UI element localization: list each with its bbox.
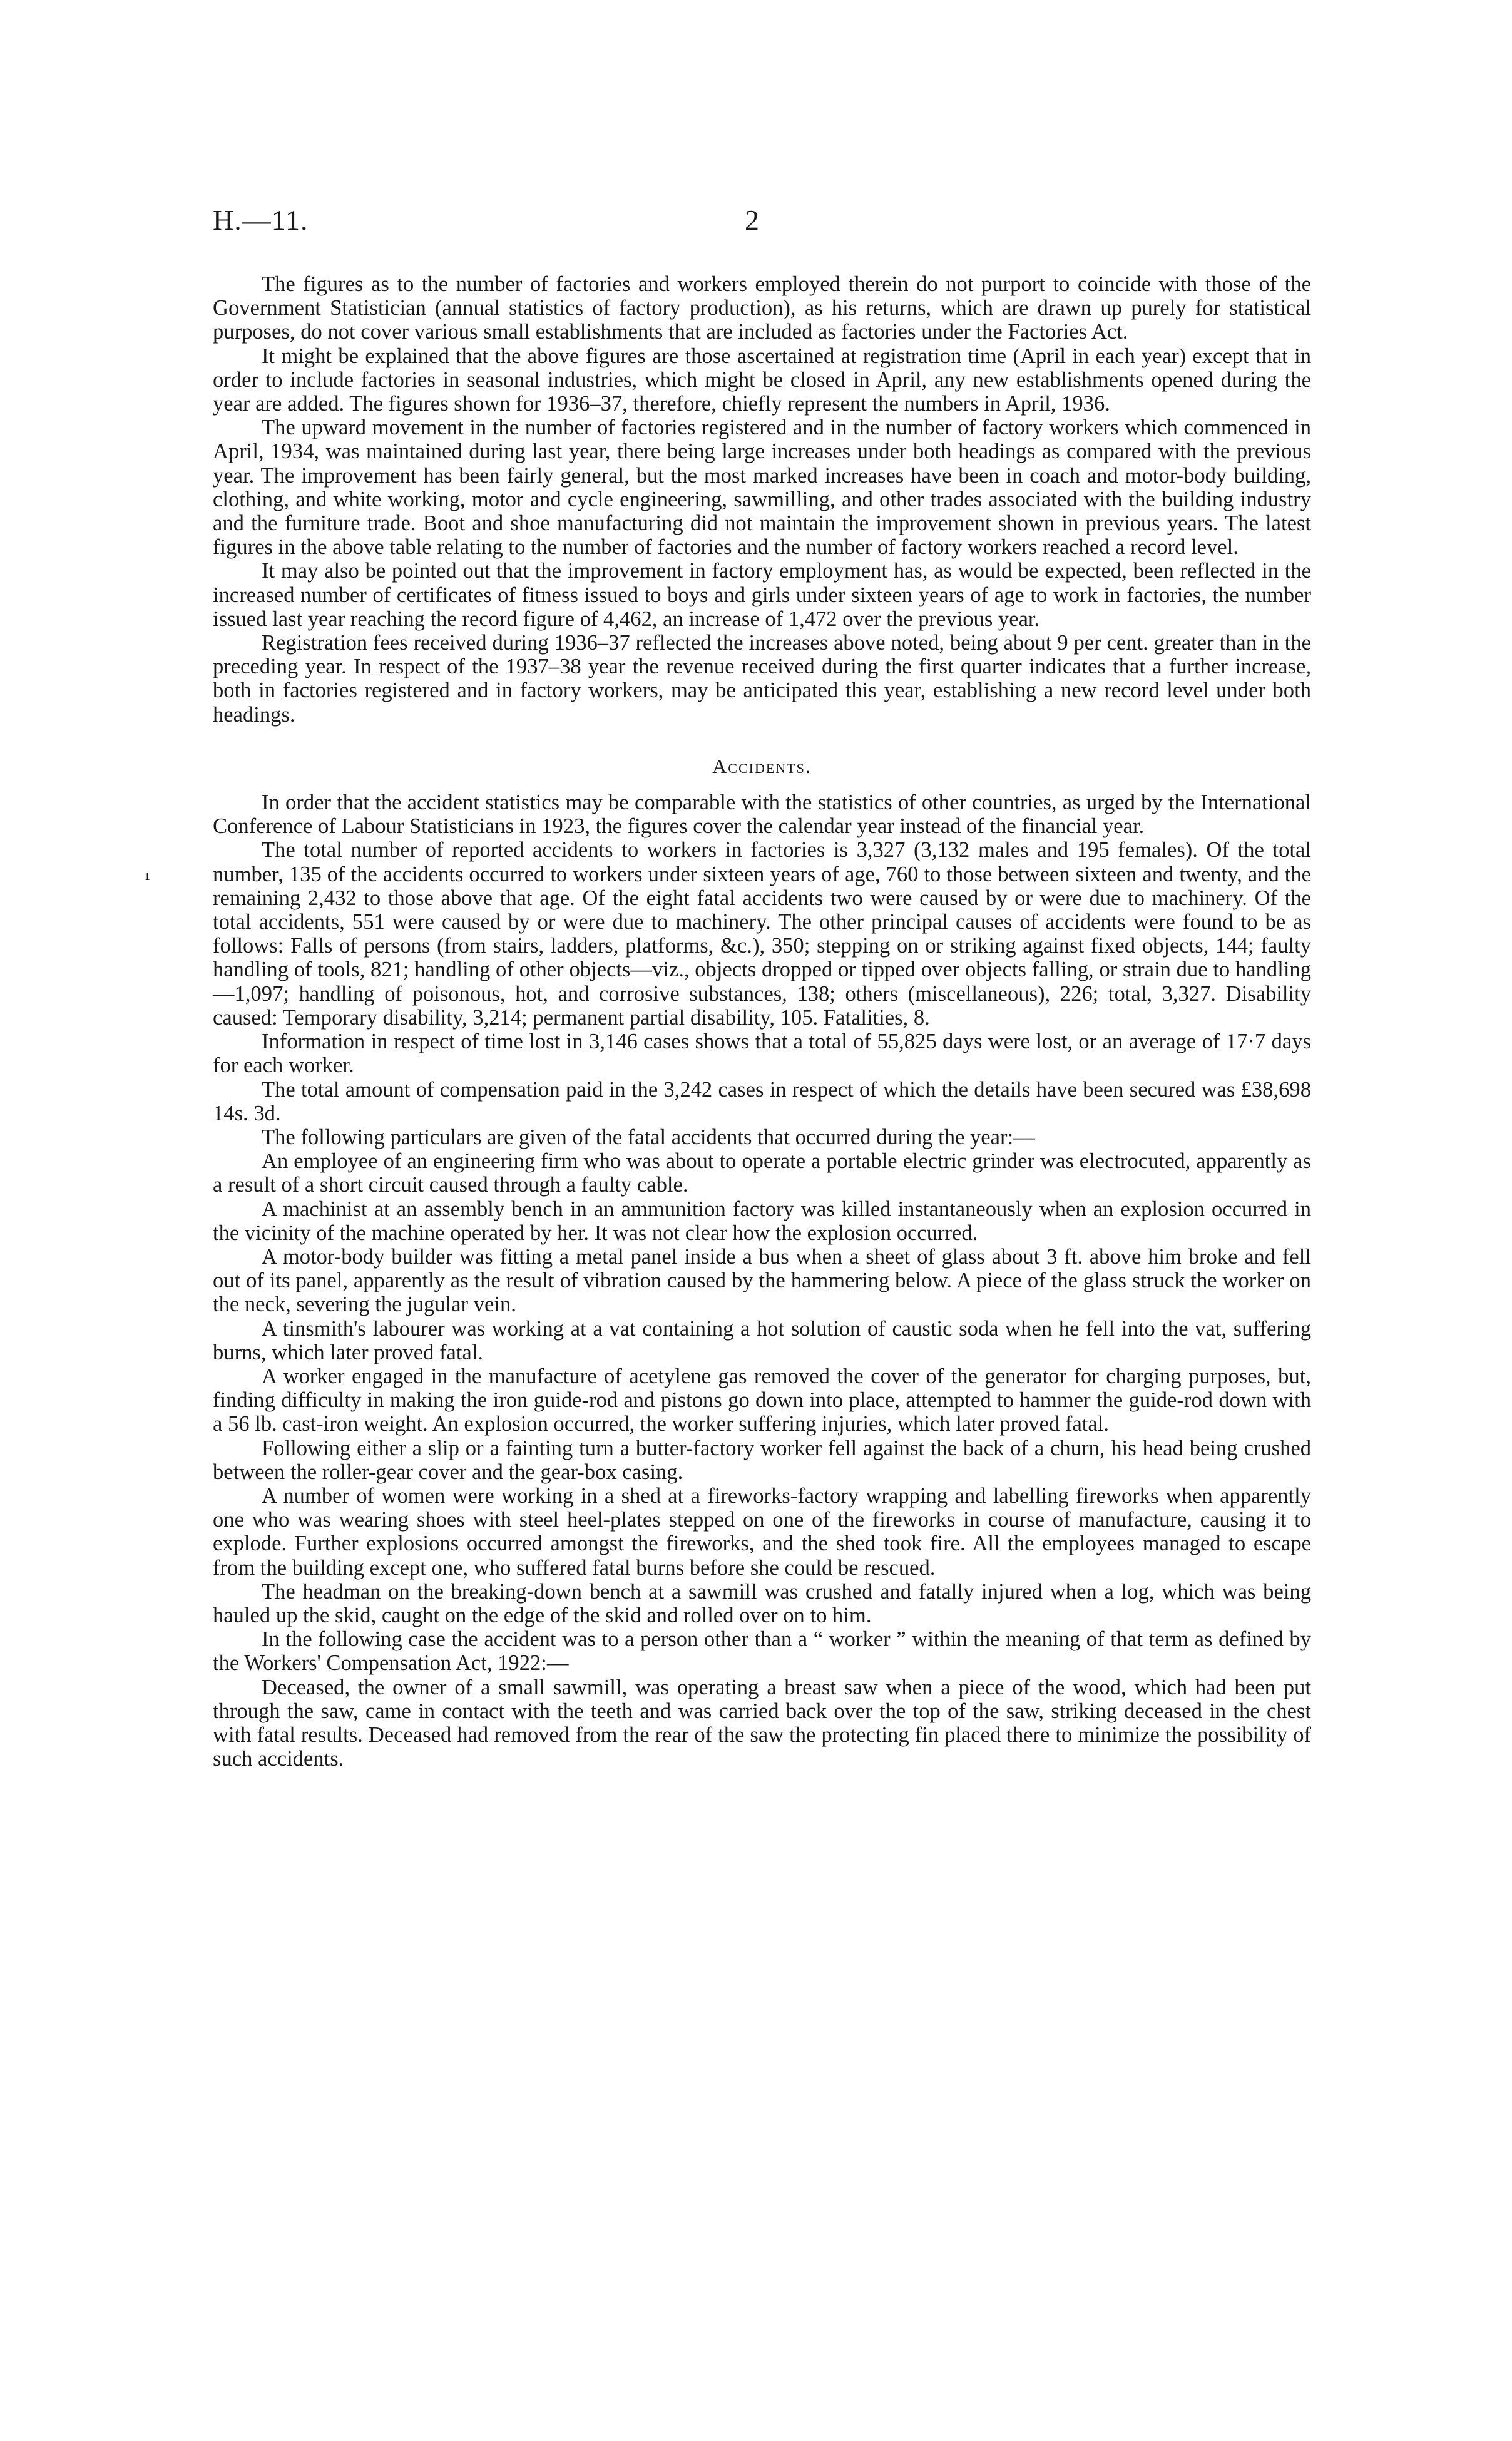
paragraph: The total number of reported accidents to workers in factories is 3,327 (3,132 males and 195 females). Of the total number, 135 of the accidents occurred to workers under sixteen years of age, 760 to those between sixteen and twenty, and the remaining 2,432 to those above that age. Of the eight fatal accidents two were caused by or were due to machinery. Of the total accidents, 551 were caused by or were due to machinery. The other principal causes of accidents were found to be as follows: Falls of persons (from stairs, ladders, platforms, &c.), 350; stepping on or striking against fixed objects, 144; faulty handling of tools, 821; handling of other objects—viz., objects dropped or tipped over objects falling, or strain due to handling—1,097; handling of poisonous, hot, and corrosive substances, 138; others (miscellaneous), 226; total, 3,327. Disability caused: Temporary disability, 3,214; permanent partial disability, 105. Fatalities, 8. bbox=[213, 838, 1311, 1030]
section-heading-accidents: Accidents. bbox=[712, 754, 812, 777]
paragraph: In order that the accident statistics may be comparable with the statistics of other countries, as urged by the International Conference of Labour Statisticians in 1923, the figures cover the calendar year instead of the financial year. bbox=[213, 791, 1311, 839]
paragraph: Registration fees received during 1936–37 reflected the increases above noted, being about 9 per cent. greater than in the preceding year. In respect of the 1937–38 year the revenue received during the first quarter indicates that a further increase, both in factories registered and in factory workers, may be anticipated this year, establishing a new record level under both headings. bbox=[213, 631, 1311, 727]
paragraph: The total amount of compensation paid in the 3,242 cases in respect of which the details have been secured was £38,698 14s. 3d. bbox=[213, 1077, 1311, 1125]
paragraph: The following particulars are given of the fatal accidents that occurred during the year:— bbox=[262, 1125, 1035, 1149]
paragraph: Following either a slip or a fainting turn a butter-factory worker fell against the back of a churn, his head being crushed between the roller-gear cover and the gear-box casing. bbox=[213, 1436, 1311, 1484]
paragraph: A tinsmith's labourer was working at a vat containing a hot solution of caustic soda when he fell into the vat, suffering burns, which later proved fatal. bbox=[213, 1316, 1311, 1364]
body-text bbox=[213, 272, 1311, 1771]
paragraph: The upward movement in the number of factories registered and in the number of factory workers which commenced in April, 1934, was maintained during last year, there being large increases under both headings as compared with the previous year. The improvement has been fairly general, but the most marked increases have been in coach and motor-body building, clothing, and white working, motor and cycle engineering, sawmilling, and other trades associated with the building industry and the furniture trade. Boot and shoe manufacturing did not maintain the improvement shown in previous years. The latest figures in the above table relating to the number of factories and the number of factory workers reached a record level. bbox=[213, 416, 1311, 560]
paragraph: It might be explained that the above figures are those ascertained at registration time (April in each year) except that in order to include factories in seasonal industries, which might be closed in April, any new establishments opened during the year are added. The figures shown for 1936–37, therefore, chiefly represent the numbers in April, 1936. bbox=[213, 344, 1311, 416]
paragraph: It may also be pointed out that the improvement in factory employment has, as would be expected, been reflected in the increased number of certificates of fitness issued to boys and girls under sixteen years of age to work in factories, the number issued last year reaching the record figure of 4,462, an increase of 1,472 over the previous year. bbox=[213, 559, 1311, 631]
paragraph: Deceased, the owner of a small sawmill, was operating a breast saw when a piece of the wood, which had been put through the saw, came in contact with the teeth and was carried back over the top of the saw, striking deceased in the chest with fatal results. Deceased had removed from the rear of the saw the protecting fin placed there to minimize the possibility of such accidents. bbox=[213, 1675, 1311, 1771]
paragraph: A number of women were working in a shed at a fireworks-factory wrapping and labelling fireworks when apparently one who was wearing shoes with steel heel-plates stepped on one of the fireworks in course of manufacture, causing it to explode. Further explosions occurred amongst the fireworks, and the shed took fire. All the employees managed to escape from the building except one, who suffered fatal burns before she could be rescued. bbox=[213, 1483, 1311, 1580]
paragraph: A worker engaged in the manufacture of acetylene gas removed the cover of the generator for charging purposes, but, finding difficulty in making the iron guide-rod and pistons go down into place, attempted to hammer the guide-rod down with a 56 lb. cast-iron weight. An explosion occurred, the worker suffering injuries, which later proved fatal. bbox=[213, 1364, 1311, 1436]
margin-mark: ı bbox=[145, 866, 150, 884]
paragraph: An employee of an engineering firm who was about to operate a portable electric grinder was electrocuted, apparently as a result of a short circuit caused through a faulty cable. bbox=[213, 1149, 1311, 1197]
paragraph: In the following case the accident was to a person other than a “ worker ” within the meaning of that term as defined by the Workers' Compensation Act, 1922:— bbox=[213, 1627, 1311, 1676]
page-number: 2 bbox=[745, 204, 759, 236]
paragraph: The figures as to the number of factories and workers employed therein do not purport to coincide with those of the Government Statistician (annual statistics of factory production), as his returns, which are drawn up purely for statistical purposes, do not cover various small establishments that are included as factories under the Factories Act. bbox=[213, 272, 1311, 344]
paragraph: The headman on the breaking-down bench at a sawmill was crushed and fatally injured when a log, which was being hauled up the skid, caught on the edge of the skid and rolled over on to him. bbox=[213, 1579, 1311, 1627]
paragraph: Information in respect of time lost in 3,146 cases shows that a total of 55,825 days were lost, or an average of 17·7 days for each worker. bbox=[213, 1030, 1311, 1078]
page-header bbox=[213, 203, 1311, 241]
document-reference: H.—11. bbox=[213, 204, 309, 236]
paragraph: A motor-body builder was fitting a metal panel inside a bus when a sheet of glass about 3 ft. above him broke and fell out of its panel, apparently as the result of vibration caused by the hammering below. A piece of the glass struck the worker on the neck, severing the jugular vein. bbox=[213, 1244, 1311, 1317]
paragraph: A machinist at an assembly bench in an ammunition factory was killed instantaneously when an explosion occurred in the vicinity of the machine operated by her. It was not clear how the explosion occurred. bbox=[213, 1197, 1311, 1245]
